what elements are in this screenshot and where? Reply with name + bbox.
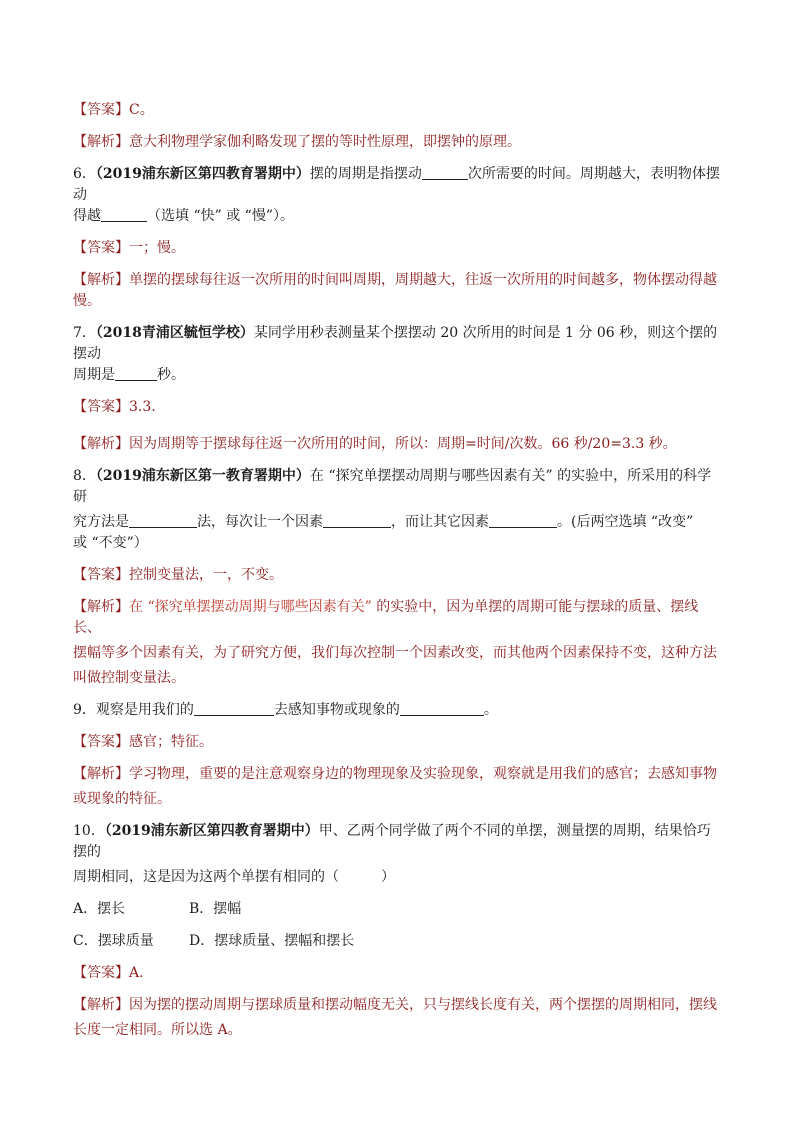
q8-answer <box>73 565 723 586</box>
analysis-tag: 【解析】 <box>73 997 129 1013</box>
question-text: ，而让其它因素 <box>391 514 489 530</box>
q6-answer <box>73 238 723 259</box>
analysis-text: 因为周期等于摆球每往返一次所用的时间，所以：周期=时间/次数。66 秒/20=3.3 秒。 <box>129 436 677 452</box>
question-list <box>73 100 723 1041</box>
question-text: 周期相同，这是因为这两个单摆有相同的（ ） <box>73 869 395 885</box>
analysis-text: 因为摆的摆动周期与摆球质量和摆动幅度无关，只与摆线长度有关，两个摆摆的周期相同，摆线 <box>129 997 717 1013</box>
question-text: 某同学用秒表测量某个摆摆动 20 次所用的时间是 1 分 06 秒，则这个摆的摆动 <box>73 325 718 362</box>
answer-tag: 【答案】 <box>73 240 129 256</box>
q10-analysis <box>73 995 723 1016</box>
answer-text: A. <box>129 965 144 981</box>
q10-options-row1 <box>73 899 723 920</box>
option-a[interactable]: A．摆长 <box>73 901 126 917</box>
q7-question <box>73 323 723 365</box>
answer-tag: 【答案】 <box>73 567 129 583</box>
answer-text: C。 <box>129 102 154 118</box>
q10-question <box>73 821 723 863</box>
answer-text: 一；慢。 <box>129 240 185 256</box>
question-text: 次所需要的时间。周期越大，表明物体摆动 <box>73 166 720 203</box>
answer-text: 控制变量法，一，不变。 <box>129 567 283 583</box>
q9-analysis-cont <box>73 789 723 810</box>
analysis-tag: 【解析】 <box>73 272 129 288</box>
analysis-text: 摆幅等多个因素有关，为了研究方便，我们每次控制一个因素改变，而其他两个因素保持不变，这种方法 <box>73 645 717 661</box>
question-number: 6． <box>73 166 96 182</box>
q8-question-cont2 <box>73 533 723 554</box>
analysis-tag: 【解析】 <box>73 766 129 782</box>
question-text: （选填 “快” 或 “慢”）。 <box>147 208 294 224</box>
analysis-text: 叫做控制变量法。 <box>73 670 185 686</box>
q5-answer <box>73 100 723 121</box>
question-source: （2019浦东新区第四教育署期中） <box>95 166 310 182</box>
answer-blank[interactable] <box>400 701 484 716</box>
q10-options-row2 <box>73 931 723 952</box>
question-source: （2018青浦区毓恒学校） <box>95 325 254 341</box>
answer-blank[interactable] <box>323 513 391 528</box>
question-text: 观察是用我们的 <box>95 702 194 718</box>
q6-analysis-cont <box>73 291 723 312</box>
answer-tag: 【答案】 <box>73 965 129 981</box>
answer-text: 3.3. <box>129 399 156 415</box>
analysis-tag: 【解析】 <box>73 134 129 150</box>
analysis-text: 的实验中，因为单摆的周期可能与摆球的质量、摆线长、 <box>73 599 699 636</box>
q8-analysis-cont <box>73 643 723 664</box>
q6-question <box>73 164 723 206</box>
q5-analysis <box>73 132 723 153</box>
analysis-text: 学习物理，重要的是注意观察身边的物理现象及实验现象，观察就是用我们的感官；去感知事物 <box>129 766 717 782</box>
option-c[interactable]: C．摆球质量 <box>73 933 154 949</box>
question-number: 7． <box>73 325 96 341</box>
q8-question-cont <box>73 512 723 533</box>
q6-analysis <box>73 270 723 291</box>
question-text: 法，每次让一个因素 <box>197 514 323 530</box>
question-number: 9． <box>73 702 96 718</box>
analysis-text: 慢。 <box>73 293 101 309</box>
answer-tag: 【答案】 <box>73 399 129 415</box>
q8-question <box>73 466 723 508</box>
analysis-tag: 【解析】 <box>73 436 129 452</box>
question-text: 得越 <box>73 208 101 224</box>
question-source: （2019浦东新区第一教育署期中） <box>95 468 310 484</box>
q7-analysis <box>73 434 723 455</box>
question-text: 去感知事物或现象的 <box>273 702 400 718</box>
q9-question <box>73 700 723 721</box>
answer-blank[interactable] <box>129 513 197 528</box>
analysis-text: 或现象的特征。 <box>73 791 171 807</box>
q8-analysis-cont2 <box>73 668 723 689</box>
q7-answer <box>73 397 723 418</box>
q10-answer <box>73 963 723 984</box>
question-text: 秒。 <box>157 367 185 383</box>
question-text: 摆的周期是指摆动 <box>309 166 422 182</box>
question-text: 甲、乙两个同学做了两个不同的单摆，测量摆的周期，结果恰巧摆的 <box>73 823 711 860</box>
q10-question-cont <box>73 867 723 888</box>
answer-tag: 【答案】 <box>73 102 129 118</box>
question-number: 8． <box>73 468 96 484</box>
q9-answer <box>73 732 723 753</box>
q9-analysis <box>73 764 723 785</box>
answer-blank[interactable] <box>489 513 557 528</box>
answer-tag: 【答案】 <box>73 734 129 750</box>
question-text: 究方法是 <box>73 514 129 530</box>
option-b[interactable]: B．摆幅 <box>189 901 242 917</box>
q10-analysis-cont <box>73 1020 723 1041</box>
analysis-text: 意大利物理学家伽利略发现了摆的等时性原理，即摆钟的原理。 <box>129 134 521 150</box>
analysis-text: 长度一定相同。所以选 A。 <box>73 1022 242 1038</box>
answer-blank[interactable] <box>422 165 468 180</box>
option-d[interactable]: D．摆球质量、摆幅和摆长 <box>189 933 355 949</box>
question-text: 周期是 <box>73 367 115 383</box>
answer-blank[interactable] <box>115 366 157 381</box>
answer-blank[interactable] <box>101 207 147 222</box>
question-number: 10． <box>73 823 105 839</box>
q7-question-cont <box>73 365 723 386</box>
answer-text: 感官；特征。 <box>129 734 213 750</box>
question-text: 或 “不变”） <box>73 535 148 551</box>
analysis-tag: 【解析】 <box>73 599 129 615</box>
q6-question-cont <box>73 206 723 227</box>
question-text: 。 <box>483 702 498 718</box>
question-text: 在 “探究单摆摆动周期与哪些因素有关” 的实验中，所采用的科学研 <box>73 468 712 505</box>
analysis-text: 单摆的摆球每往返一次所用的时间叫周期，周期越大，往返一次所用的时间越多，物体摆动得越 <box>129 272 717 288</box>
answer-blank[interactable] <box>194 701 274 716</box>
analysis-quote: 在 “探究单摆摆动周期与哪些因素有关” <box>129 599 372 615</box>
question-text: 。(后两空选填 “改变” <box>557 514 694 530</box>
q8-analysis <box>73 597 723 639</box>
question-source: （2019浦东新区第四教育署期中） <box>104 823 319 839</box>
